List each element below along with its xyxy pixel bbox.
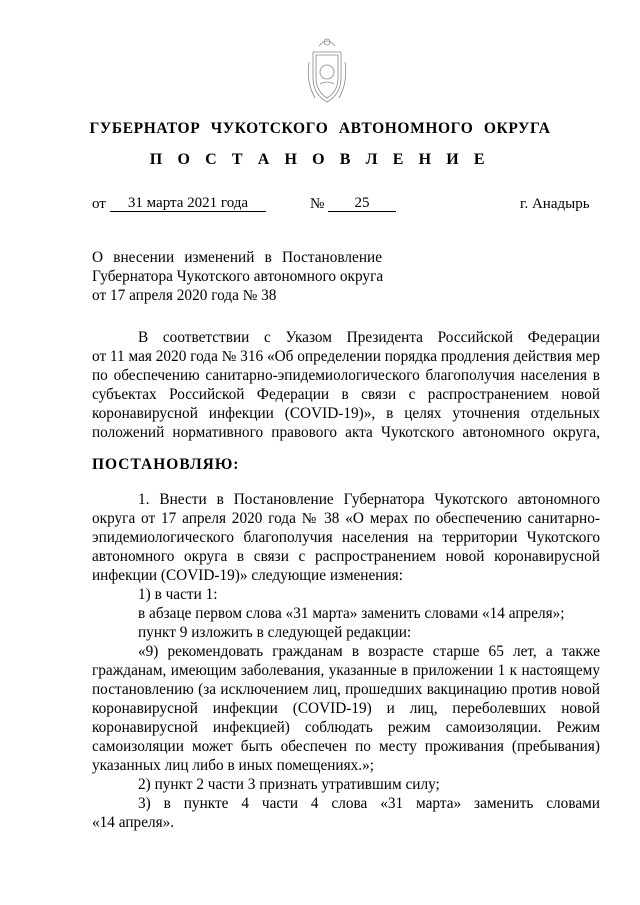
body-line: 3) в пункте 4 части 4 слова «31 марта» заменить словами	[138, 795, 600, 812]
body-line: 2) пункт 2 части 3 признать утратившим силу;	[138, 776, 440, 793]
decree-body	[92, 490, 600, 832]
body-line: инфекции (COVID-19)» следующие изменения:	[92, 567, 403, 584]
body-line: самоизоляции может быть обеспечен по месту проживания (пребывания)	[92, 738, 600, 755]
body-line: «9) рекомендовать гражданам в возрасте старше 65 лет, а также	[138, 643, 600, 660]
body-line: пункт 9 изложить в следующей редакции:	[138, 624, 412, 641]
preamble-line: по обеспечению санитарно-эпидемиологического благополучия населения в	[92, 367, 600, 384]
body-line: гражданам, имеющим заболевания, указанные в приложении 1 к настоящему	[92, 662, 600, 679]
body-line: указанных лиц либо в иных помещениях.»;	[92, 757, 375, 774]
body-line: 1) в части 1:	[138, 586, 218, 603]
date-prefix: от	[92, 196, 106, 212]
governor-heading: ГУБЕРНАТОР ЧУКОТСКОГО АВТОНОМНОГО ОКРУГА	[89, 120, 551, 137]
body-line: автономного округа в связи с распространением новой коронавирусной	[92, 548, 600, 565]
preamble-paragraph	[92, 328, 600, 442]
body-line: коронавирусной инфекцией) соблюдать режим самоизоляции. Режим	[92, 719, 600, 736]
subject-line: О внесении изменений в Постановление	[92, 249, 382, 266]
preamble-line: положений нормативного правового акта Чукотского автономного округа,	[92, 424, 600, 441]
decree-heading: ПОСТАНОВЛЯЮ:	[92, 456, 240, 473]
document-title: П О С Т А Н О В Л Е Н И Е	[149, 151, 491, 168]
subject-block	[92, 248, 382, 305]
body-line: округа от 17 апреля 2020 года № 38 «О мерах по обеспечению санитарно-	[92, 510, 600, 527]
body-line: эпидемиологического благополучия населения на территории Чукотского	[92, 529, 600, 546]
preamble-line: субъектах Российской Федерации в связи с распространением новой	[92, 386, 600, 403]
body-line: в абзаце первом слова «31 марта» заменить словами «14 апреля»;	[138, 605, 565, 622]
body-line: 1. Внести в Постановление Губернатора Чукотского автономного	[138, 491, 600, 508]
body-line: «14 апреля».	[92, 814, 175, 831]
body-line: коронавирусной инфекции (COVID-19) и лиц, переболевших новой	[92, 700, 600, 717]
preamble-line: коронавирусной инфекции (COVID-19)», в целях уточнения отдельных	[92, 405, 600, 422]
subject-line: от 17 апреля 2020 года № 38	[92, 287, 277, 304]
body-line: постановлению (за исключением лиц, прошедших вакцинацию против новой	[92, 681, 600, 698]
document-number: 25	[328, 196, 396, 212]
coat-of-arms-emblem	[305, 32, 349, 110]
subject-line: Губернатора Чукотского автономного округа	[92, 268, 384, 285]
document-date: 31 марта 2021 года	[110, 196, 266, 212]
city-label: г. Анадырь	[520, 196, 590, 212]
preamble-line: В соответствии с Указом Президента Российской Федерации	[138, 329, 600, 346]
number-label: №	[310, 196, 325, 212]
preamble-line: от 11 мая 2020 года № 316 «Об определении порядка продления действия мер	[92, 348, 600, 365]
